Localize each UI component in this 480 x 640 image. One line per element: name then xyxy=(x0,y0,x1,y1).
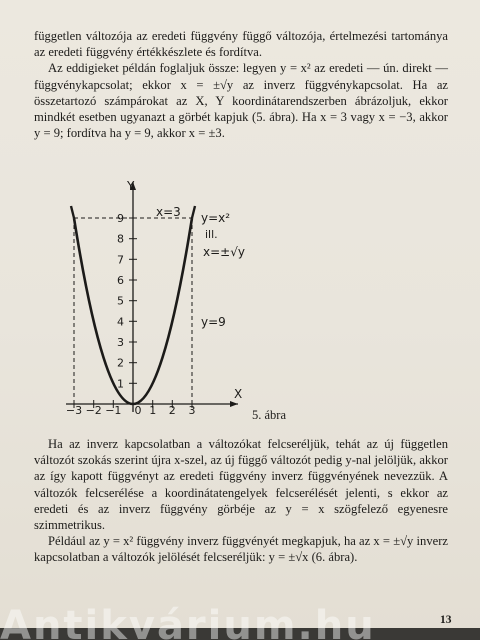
bottom-text-block xyxy=(34,436,448,566)
svg-text:−3: −3 xyxy=(65,404,83,416)
page-number: 13 xyxy=(440,614,452,626)
curve-end-left xyxy=(71,206,74,218)
svg-text:−1: −1 xyxy=(105,404,122,416)
curve-label-y-x-squared: y=x² xyxy=(201,211,231,225)
svg-text:8: 8 xyxy=(117,232,124,246)
svg-text:0: 0 xyxy=(134,404,142,416)
paragraph-4: Például az y = x² függvény inverz függvényét megkapjuk, ha az x = ±√y inverz kapcsolatban a változók jelölését felcseréljük: y = ±√x (6. ábra). xyxy=(34,534,448,565)
paragraph-2: Az eddigieket példán foglaljuk össze: legyen y = x² az eredeti — ún. direkt — függvénykapcsolat; ekkor x = ±√y az inverz függvénykapcsolat. Ha az összetartozó számpárokat az X, Y koordinátarendszerben ábrázoljuk, ekkor mindkét esetben ugyanazt a görbét kapjuk (5. ábra). Ha x = 3 vagy x = −3, akkor y = 9; fordítva ha y = 9, akkor x = ±3. xyxy=(34,61,448,141)
svg-text:2: 2 xyxy=(117,356,124,370)
figure-caption: 5. ábra xyxy=(252,408,287,422)
x-axis-arrow xyxy=(230,401,238,407)
parabola-graph xyxy=(0,176,480,416)
svg-text:6: 6 xyxy=(117,274,124,287)
svg-text:4: 4 xyxy=(117,315,124,329)
curve-label-inverse: x=±√y xyxy=(203,245,245,259)
paragraph-1: független változója az eredeti függvény függő változója, értelmezési tartománya az eredeti függvény értékkészlete és fordítva. xyxy=(34,29,448,60)
figure-5 xyxy=(0,176,480,416)
svg-text:1: 1 xyxy=(149,404,157,416)
svg-text:5: 5 xyxy=(117,294,124,308)
svg-text:3: 3 xyxy=(188,404,196,416)
annotation-y-equals-9: y=9 xyxy=(201,315,226,329)
watermark: Antikvárium.hu xyxy=(0,603,376,640)
svg-text:9: 9 xyxy=(117,212,124,225)
svg-text:7: 7 xyxy=(117,253,124,267)
svg-text:−2: −2 xyxy=(85,404,102,416)
svg-text:3: 3 xyxy=(117,336,124,349)
paragraph-3: Ha az inverz kapcsolatban a változókat felcseréljük, tehát az új független változót szokás szerint újra x-szel, az új függő változót pedig y-nal jelöljük, akkor az így kapott függvényt az eredeti függvény inverz függvényének nevezzük. A változók felcserélése a koordinátatengelyek felcserélését jelenti, s ekkor az eredeti és az inverz függvény görbéje az y = x szögfelező egyenesre szimmetrikus. xyxy=(34,437,448,533)
svg-text:1: 1 xyxy=(117,377,124,391)
x-axis-label: X xyxy=(234,387,243,401)
curve-end-right xyxy=(192,206,195,218)
y-tick-labels xyxy=(117,212,124,390)
curve-label-ill: ill. xyxy=(205,228,218,241)
y-axis-label: Y xyxy=(127,179,135,193)
top-text-block xyxy=(34,28,448,141)
svg-text:2: 2 xyxy=(168,404,176,416)
x-tick-labels xyxy=(66,404,196,416)
annotation-x-equals-3: x=3 xyxy=(156,205,181,219)
